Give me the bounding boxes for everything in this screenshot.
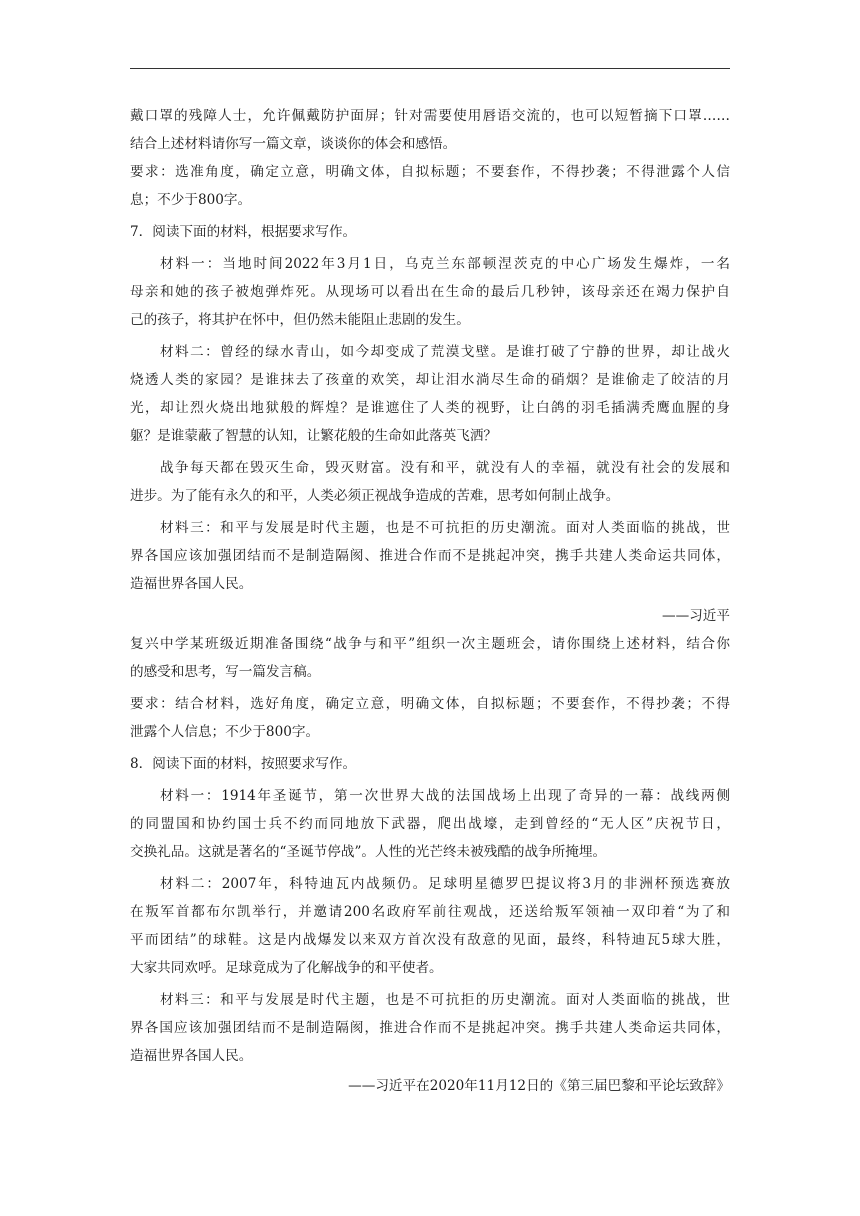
text-line: 造福世界各国人民。 [130, 1048, 253, 1064]
attribution: ——习近平 [662, 608, 730, 624]
text-line: 材料三：和平与发展是时代主题，也是不可抗拒的历史潮流。面对人类面临的挑战，世 [160, 520, 730, 536]
text-line: 在叛军首都布尔凯举行，并邀请200名政府军前往观战，还送给叛军领袖一双印着“为了和 [130, 904, 730, 920]
text-line: 的感受和思考，写一篇发言稿。 [130, 664, 321, 680]
text-line: 烧透人类的家园？是谁抹去了孩童的欢笑，却让泪水淌尽生命的硝烟？是谁偷走了皎洁的月 [130, 372, 730, 388]
text-line: 要求：结合材料，选好角度，确定立意，明确文体，自拟标题；不要套作，不得抄袭；不得 [130, 696, 730, 712]
text-line: 大家共同欢呼。足球竟成为了化解战争的和平使者。 [130, 960, 443, 976]
question-7-heading: 7．阅读下面的材料，根据要求写作。 [130, 224, 357, 240]
text-line: 己的孩子，将其护在怀中，但仍然未能阻止悲剧的发生。 [130, 312, 470, 328]
text-line: 戴口罩的残障人士，允许佩戴防护面屏；针对需要使用唇语交流的，也可以短暂摘下口罩…… [130, 108, 730, 124]
text-line: 材料二：曾经的绿水青山，如今却变成了荒漠戈壁。是谁打破了宁静的世界，却让战火 [160, 344, 730, 360]
text-line: 界各国应该加强团结而不是制造隔阂，推进合作而不是挑起冲突。携手共建人类命运共同体， [130, 1020, 730, 1036]
text-line: 交换礼品。这就是著名的“圣诞节停战”。人性的光芒终未被残酷的战争所掩埋。 [130, 844, 607, 860]
attribution: ——习近平在2020年11月12日的《第三届巴黎和平论坛致辞》 [348, 1078, 730, 1094]
text-line: 造福世界各国人民。 [130, 576, 253, 592]
text-line: 要求：选准角度，确定立意，明确文体，自拟标题；不要套作，不得抄袭；不得泄露个人信 [130, 164, 730, 180]
text-line: 结合上述材料请你写一篇文章，谈谈你的体会和感悟。 [130, 136, 457, 152]
text-line: 材料二：2007年，科特迪瓦内战频仍。足球明星德罗巴提议将3月的非洲杯预选赛放 [160, 876, 730, 892]
text-line: 进步。为了能有永久的和平，人类必须正视战争造成的苦难，思考如何制止战争。 [130, 488, 620, 504]
text-line: 息；不少于800字。 [130, 192, 252, 208]
text-line: 泄露个人信息；不少于800字。 [130, 724, 320, 740]
text-line: 材料三：和平与发展是时代主题，也是不可抗拒的历史潮流。面对人类面临的挑战，世 [160, 992, 730, 1008]
text-line: 战争每天都在毁灭生命，毁灭财富。没有和平，就没有人的幸福，就没有社会的发展和 [160, 460, 730, 476]
text-line: 材料一：1914年圣诞节，第一次世界大战的法国战场上出现了奇异的一幕：战线两侧 [160, 788, 730, 804]
question-8-heading: 8．阅读下面的材料，按照要求写作。 [130, 756, 357, 772]
text-line: 复兴中学某班级近期准备围绕“战争与和平”组织一次主题班会，请你围绕上述材料，结合你 [130, 636, 730, 652]
text-line: 光，却让烈火烧出地狱般的辉煌？是谁遮住了人类的视野，让白鸽的羽毛插满秃鹰血腥的身 [130, 400, 730, 416]
text-line: 材料一：当地时间2022年3月1日，乌克兰东部顿涅茨克的中心广场发生爆炸，一名 [160, 256, 730, 272]
text-line: 的同盟国和协约国士兵不约而同地放下武器，爬出战壕，走到曾经的“无人区”庆祝节日， [130, 816, 730, 832]
text-line: 界各国应该加强团结而不是制造隔阂、推进合作而不是挑起冲突，携手共建人类命运共同体， [130, 548, 730, 564]
text-line: 母亲和她的孩子被炮弹炸死。从现场可以看出在生命的最后几秒钟，该母亲还在竭力保护自 [130, 284, 730, 300]
text-line: 平而团结”的球鞋。这是内战爆发以来双方首次没有敌意的见面，最终，科特迪瓦5球大胜， [130, 932, 730, 948]
text-line: 躯？是谁蒙蔽了智慧的认知，让繁花般的生命如此落英飞洒？ [130, 428, 498, 444]
header-rule [130, 68, 730, 69]
